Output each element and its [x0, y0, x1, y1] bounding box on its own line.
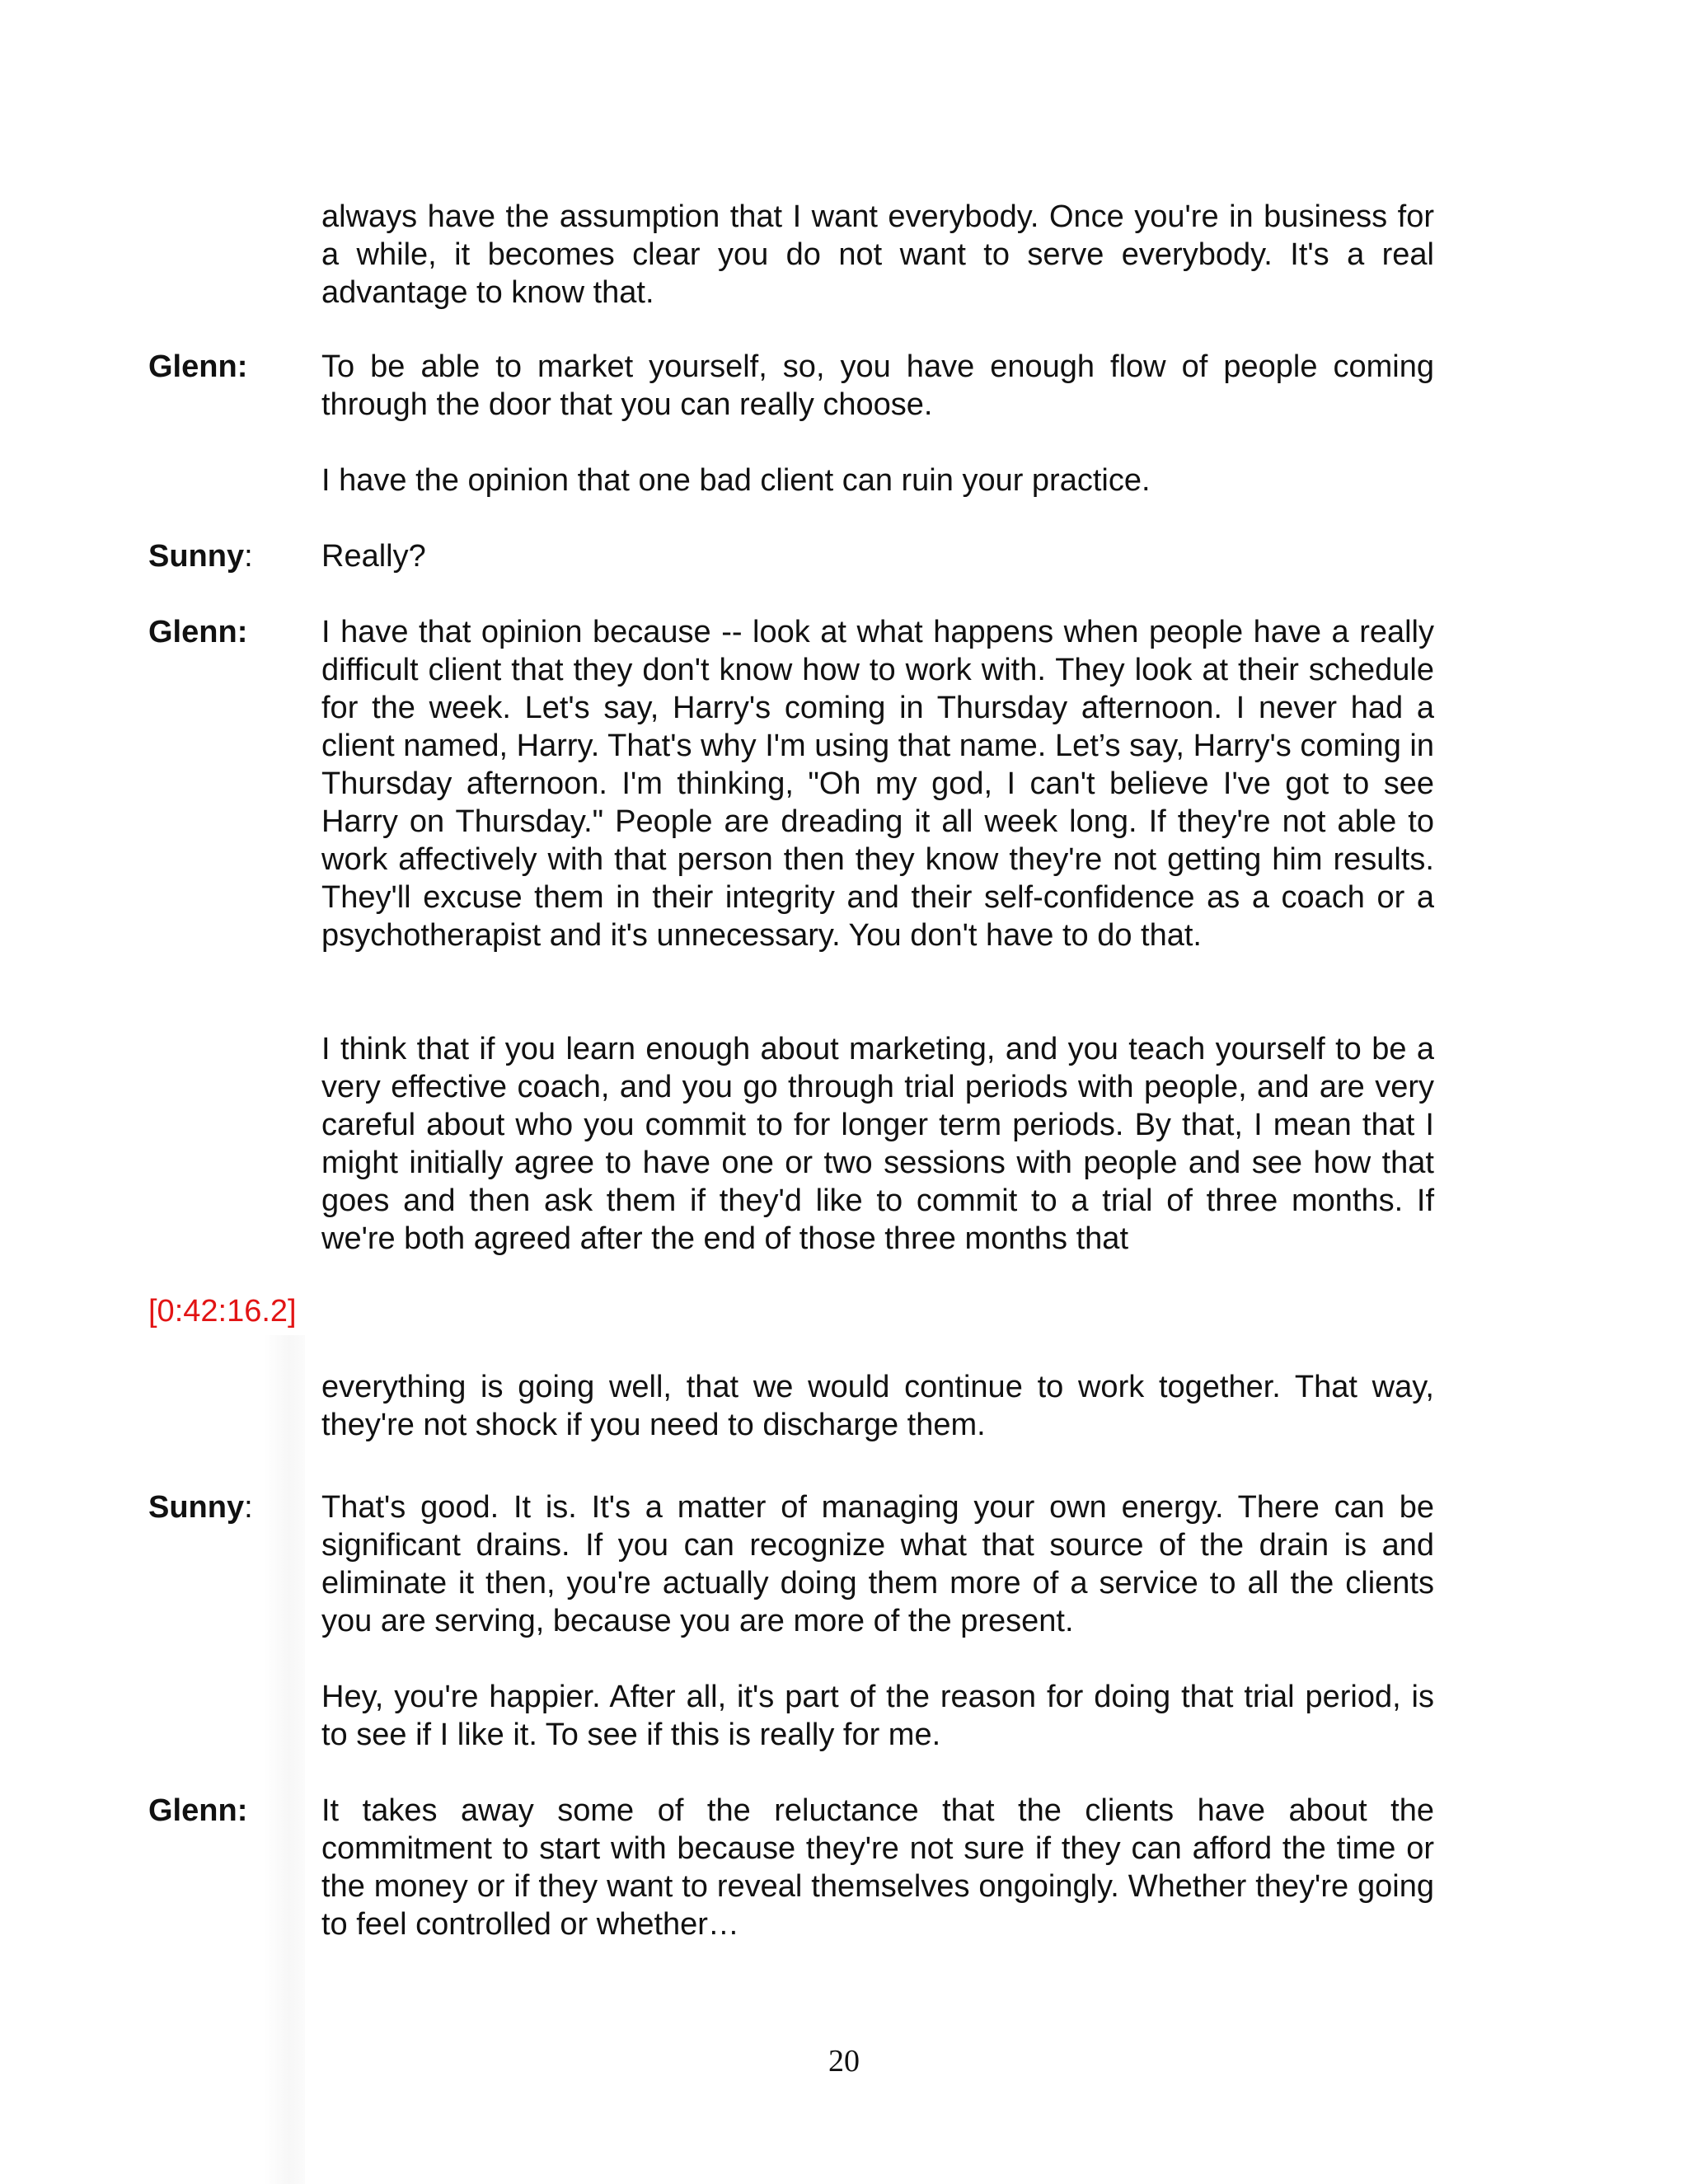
speaker-name: Glenn — [148, 349, 237, 384]
speaker-colon: : — [237, 349, 248, 384]
timestamp: [0:42:16.2] — [148, 1294, 297, 1329]
dialogue-paragraph: I have that opinion because -- look at what happens when people have a really difficult client that they don't know how to work with. They look at their schedule for the week. Let's say, Harry's coming in Thursday afternoon. I never had a client named, Harry. That's why I'm using that name. Let’s say, Harry's coming in Thursday afternoon. I'm thinking, "Oh my god, I can't believe I've got to see Harry on Thursday." People are dreading it all week long. If they're not able to work affectively with that person then they know they're not getting him results. They'll excuse them in their integrity and their self-confidence as a coach or a psychotherapist and it's unnecessary. You don't have to do that. — [321, 615, 1434, 953]
speaker-label — [148, 348, 247, 386]
dialogue-paragraph: I have the opinion that one bad client can ruin your practice. — [321, 463, 1151, 498]
speaker-name: Glenn — [148, 615, 237, 649]
speaker-colon: : — [237, 615, 248, 649]
speaker-label — [148, 613, 247, 651]
continuation-paragraph: everything is going well, that we would continue to work together. That way, they're not shock if you need to discharge them. — [321, 1370, 1434, 1442]
page-number: 20 — [828, 2044, 860, 2079]
dialogue-paragraph: Really? — [321, 539, 426, 574]
speaker-name: Glenn — [148, 1793, 237, 1828]
continuation-paragraph: always have the assumption that I want everybody. Once you're in business for a while, it becomes clear you do not want to serve everybody. It's a real advantage to know that. — [321, 199, 1434, 310]
dialogue-paragraph: Hey, you're happier. After all, it's part of the reason for doing that trial period, is to see if I like it. To see if this is really for me. — [321, 1680, 1434, 1752]
speaker-name: Sunny — [148, 1490, 245, 1525]
speaker-name: Sunny — [148, 539, 245, 574]
dialogue-paragraph: To be able to market yourself, so, you have enough flow of people coming through the door that you can really choose. — [321, 349, 1434, 422]
speaker-colon: : — [237, 1793, 248, 1828]
speaker-label — [148, 537, 253, 575]
speaker-colon: : — [244, 1490, 253, 1525]
speaker-label — [148, 1792, 247, 1830]
speaker-colon: : — [244, 539, 253, 574]
dialogue-paragraph: It takes away some of the reluctance that the clients have about the commitment to start with because they're not sure if they can afford the time or the money or if they want to reveal themselves ongoingly. Whether they're going to feel controlled or whether… — [321, 1793, 1434, 1942]
speaker-label — [148, 1488, 253, 1526]
dialogue-paragraph: I think that if you learn enough about marketing, and you teach yourself to be a very effective coach, and you go through trial periods with people, and are very careful about who you commit to for longer term periods. By that, I mean that I might initially agree to have one or two sessions with people and see how that goes and then ask them if they'd like to commit to a trial of three months. If we're both agreed after the end of those three months that — [321, 1032, 1434, 1256]
dialogue-paragraph: That's good. It is. It's a matter of managing your own energy. There can be significant drains. If you can recognize what that source of the drain is and eliminate it then, you're actually doing them more of a service to all the clients you are serving, because you are more of the present. — [321, 1490, 1434, 1638]
